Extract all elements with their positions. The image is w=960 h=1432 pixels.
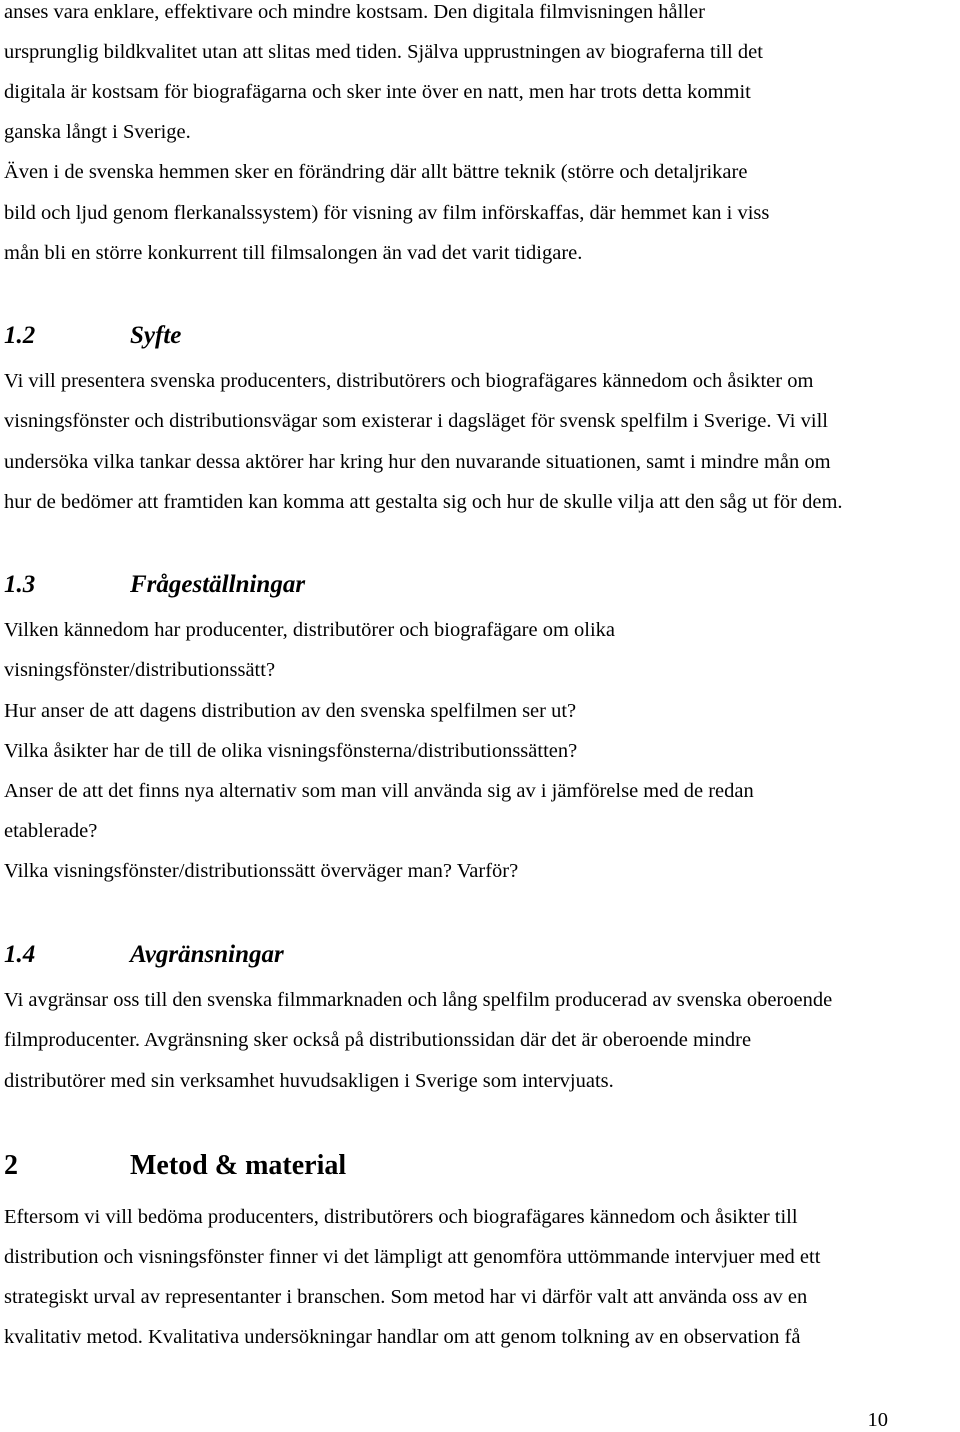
body-line: Vilka åsikter har de till de olika visningsfönsterna/distributionssätten? [4,740,578,762]
body-line: visningsfönster och distributionsvägar som existerar i dagsläget för svensk spelfilm i Sverige. Vi vill [4,410,828,432]
body-line: etablerade? [4,820,98,842]
body-line: Hur anser de att dagens distribution av den svenska spelfilmen ser ut? [4,700,577,722]
body-line: visningsfönster/distributionssätt? [4,659,276,681]
body-line: ganska långt i Sverige. [4,121,191,143]
section-number: 2 [4,1150,18,1181]
body-line: mån bli en större konkurrent till filmsalongen än vad det varit tidigare. [4,242,583,264]
body-line: hur de bedömer att framtiden kan komma att gestalta sig och hur de skulle vilja att den såg ut för dem. [4,491,843,513]
body-line: Vilka visningsfönster/distributionssätt överväger man? Varför? [4,860,519,882]
body-line: kvalitativ metod. Kvalitativa undersökningar handlar om att genom tolkning av en observation få [4,1326,801,1348]
body-line: Vilken kännedom har producenter, distributörer och biografägare om olika [4,619,616,641]
body-line: bild och ljud genom flerkanalssystem) för visning av film införskaffas, där hemmet kan i viss [4,202,770,224]
body-line: filmproducenter. Avgränsning sker också på distributionssidan där det är oberoende mindre [4,1029,752,1051]
section-title: Metod & material [130,1150,347,1181]
section-number: 1.3 [4,571,36,598]
body-line: Även i de svenska hemmen sker en förändring där allt bättre teknik (större och detaljrikare [4,161,748,183]
body-line: digitala är kostsam för biografägarna och sker inte över en natt, men har trots detta kommit [4,81,751,103]
body-line: distribution och visningsfönster finner vi det lämpligt att genomföra uttömmande intervjuer med ett [4,1246,821,1268]
body-line: Anser de att det finns nya alternativ som man vill använda sig av i jämförelse med de redan [4,780,754,802]
body-line: Eftersom vi vill bedöma producenters, distributörers och biografägares kännedom och åsikter till [4,1206,798,1228]
body-line: strategiskt urval av representanter i branschen. Som metod har vi därför valt att använda oss av en [4,1286,808,1308]
section-title: Frågeställningar [130,571,306,598]
body-line: undersöka vilka tankar dessa aktörer har kring hur den nuvarande situationen, samt i mindre mån om [4,451,831,473]
section-number: 1.4 [4,941,36,968]
body-line: ursprunglig bildkvalitet utan att slitas med tiden. Själva upprustningen av biograferna till det [4,41,763,63]
section-number: 1.2 [4,322,36,349]
body-line: Vi avgränsar oss till den svenska filmmarknaden och lång spelfilm producerad av svenska oberoende [4,989,833,1011]
body-line: distributörer med sin verksamhet huvudsakligen i Sverige som intervjuats. [4,1070,614,1092]
section-title: Avgränsningar [130,941,284,968]
section-title: Syfte [130,322,182,349]
body-line: Vi vill presentera svenska producenters, distributörers och biografägares kännedom och åsikter om [4,370,814,392]
body-line: anses vara enklare, effektivare och mindre kostsam. Den digitala filmvisningen håller [4,1,705,23]
page-number: 10 [867,1409,888,1431]
